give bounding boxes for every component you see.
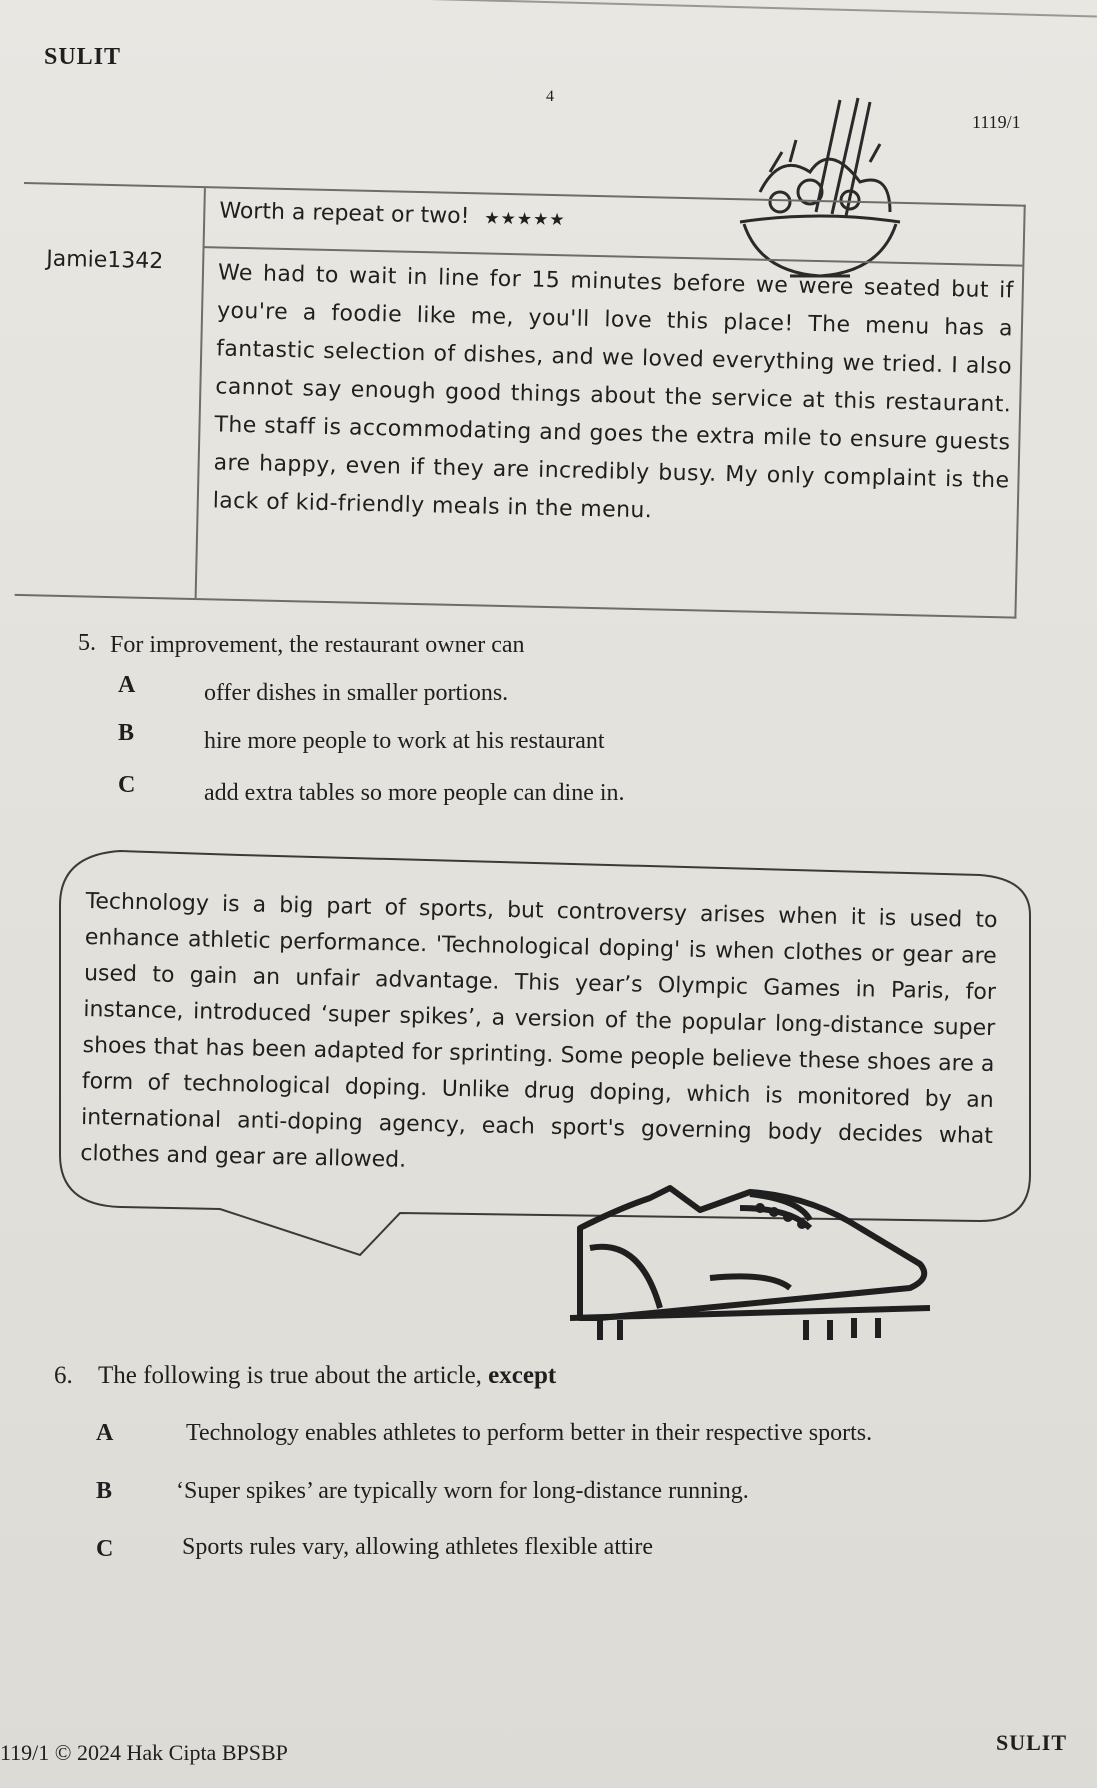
q6-stem-emphasis: except [488, 1362, 557, 1389]
article-text: Technology is a big part of sports, but controversy arises when it is used to enhance athletic performance. 'Technological doping' is when clothes or gear are used to gain an unfair advantage. This year’s Olympic Games in Paris, for instance, introduced ‘super spikes’, a version of the popular long-distance super shoes that has been adapted for sprinting. Some people believe these shoes are a form of technological doping. Unlike drug doping, which is monitored by an international anti-doping agency, each sport's governing body decides what clothes and gear are allowed. [80, 888, 998, 1173]
review-title-text: Worth a repeat or two! [219, 198, 470, 230]
top-rule [220, 0, 1097, 17]
review-body: We had to wait in line for 15 minutes before we were seated but if you're a foodie like me, you'll love this place! The menu has a fantastic selection of dishes, and we loved everything we tried. I also cannot say enough good things about the service at this restaurant. The staff is accommodating and goes the extra mile to ensure guests are happy, even if they are incredibly busy. My only complaint is the lack of kid-friendly meals in the menu. [212, 260, 1015, 524]
footer-copyright: 119/1 © 2024 Hak Cipta BPSBP [0, 1740, 288, 1765]
footer-sulit: SULIT [996, 1730, 1068, 1755]
q6-option-c-text[interactable]: Sports rules vary, allowing athletes flexible attire [182, 1534, 653, 1560]
q6-option-a-text[interactable]: Technology enables athletes to perform better in their respective sports. [186, 1420, 873, 1446]
q5-number: 5. [78, 630, 96, 656]
q6-option-c-letter: C [96, 1536, 114, 1562]
q5-stem: For improvement, the restaurant owner can [110, 632, 525, 658]
q6-stem-text: The following is true about the article, [98, 1362, 489, 1389]
spike-shoe-illustration [560, 1168, 940, 1348]
q6-option-b-letter: B [96, 1478, 113, 1504]
q5-option-a-text[interactable]: offer dishes in smaller portions. [204, 680, 509, 706]
q5-option-b-letter: B [118, 720, 135, 746]
page-number: 4 [546, 88, 554, 105]
q5-option-c-letter: C [118, 772, 136, 798]
q6-option-b-text[interactable]: ‘Super spikes’ are typically worn for long-distance running. [176, 1478, 749, 1504]
paper-code: 1119/1 [972, 112, 1021, 132]
q5-option-c-text[interactable]: add extra tables so more people can dine in. [204, 780, 625, 806]
header-sulit: SULIT [44, 44, 122, 70]
q6-number: 6. [54, 1362, 73, 1389]
reviewer-name: Jamie1342 [45, 246, 164, 275]
review-table [15, 182, 1026, 619]
star-rating-icon: ★★★★★ [484, 208, 566, 231]
q5-option-b-text[interactable]: hire more people to work at his restaurant [204, 728, 605, 754]
q6-stem [98, 1362, 556, 1390]
review-title [219, 198, 566, 231]
q5-option-a-letter: A [118, 672, 136, 698]
review-column-divider [195, 188, 206, 598]
q6-option-a-letter: A [96, 1420, 114, 1446]
